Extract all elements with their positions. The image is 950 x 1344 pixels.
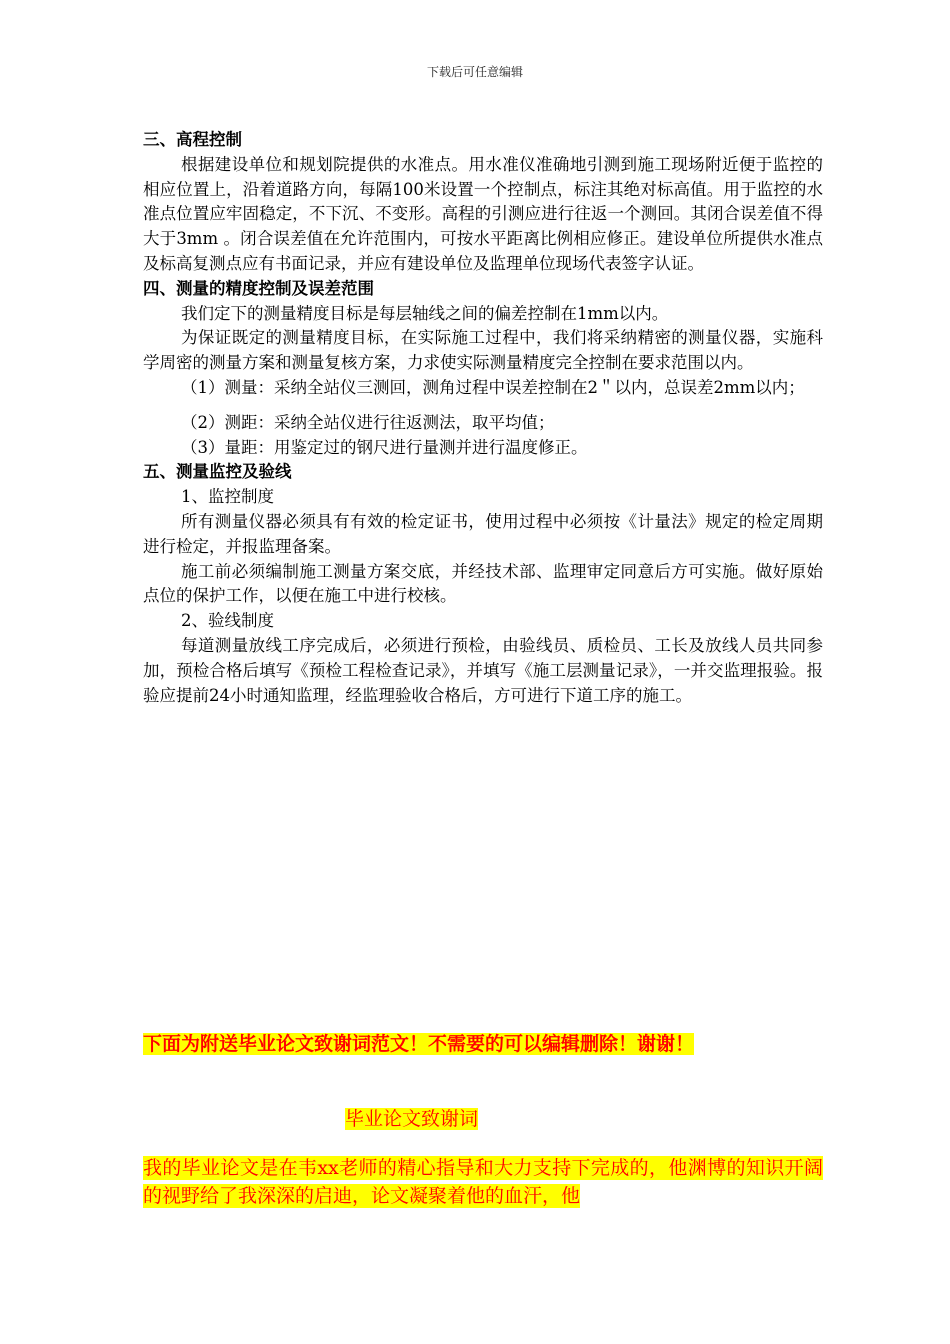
appendix-body (143, 1154, 823, 1210)
appendix-body-text: 我的毕业论文是在韦xx老师的精心指导和大力支持下完成的，他渊博的知识开阔的视野给了我深深的启迪，论文凝聚着他的血汗，他 (143, 1157, 823, 1207)
section-3-paragraph: 根据建设单位和规划院提供的水准点。用水准仪准确地引测到施工现场附近便于监控的相应位置上，沿着道路方向，每隔100米设置一个控制点，标注其绝对标高值。用于监控的水准点位置应牢固稳定，不下沉、不变形。高程的引测应进行往返一个测回。其闭合误差值不得大于3mm 。闭合误差值在允许范围内，可按水平距离比例相应修正。建设单位所提供水准点及标高复测点应有书面记录，并应有建设单位及监理单位现场代表签字认证。 (143, 154, 823, 273)
section-5-subtitle-2: 2、验线制度 (181, 611, 274, 631)
section-4-item-3: （3）量距：用鉴定过的钢尺进行量测并进行温度修正。 (181, 437, 588, 457)
appendix-notice-text: 下面为附送毕业论文致谢词范文！不需要的可以编辑删除！谢谢！ (143, 1033, 695, 1055)
appendix-notice (143, 1030, 823, 1058)
section-5-title: 五、测量监控及验线 (143, 462, 292, 482)
document-body (143, 128, 823, 708)
section-4-paragraph-1: 我们定下的测量精度目标是每层轴线之间的偏差控制在1mm以内。 (181, 303, 669, 323)
page-header-note: 下载后可任意编辑 (426, 65, 523, 79)
appendix-title-text: 毕业论文致谢词 (345, 1108, 479, 1130)
section-5-paragraph-1: 所有测量仪器必须具有有效的检定证书，使用过程中必须按《计量法》规定的检定周期进行检定，并报监理备案。 (143, 511, 823, 556)
section-5-paragraph-2: 施工前必须编制施工测量方案交底，并经技术部、监理审定同意后方可实施。做好原始点位的保护工作，以便在施工中进行校核。 (143, 561, 823, 606)
section-4-paragraph-2: 为保证既定的测量精度目标，在实际施工过程中，我们将采纳精密的测量仪器，实施科学周密的测量方案和测量复核方案，力求使实际测量精度完全控制在要求范围以内。 (143, 328, 823, 373)
section-5-subtitle-1: 1、监控制度 (181, 487, 274, 507)
section-4-title: 四、测量的精度控制及误差范围 (143, 278, 374, 298)
appendix-title (345, 1105, 645, 1133)
section-4-item-2: （2）测距：采纳全站仪进行往返测法，取平均值； (181, 412, 555, 432)
section-5-paragraph-3: 每道测量放线工序完成后，必须进行预检，由验线员、质检员、工长及放线人员共同参加，预检合格后填写《预检工程检查记录》，并填写《施工层测量记录》，一并交监理报验。报验应提前24小时通知监理，经监理验收合格后，方可进行下道工序的施工。 (143, 635, 823, 705)
section-4-item-1: （1）测量：采纳全站仪三测回，测角过程中误差控制在2＂以内，总误差2mm以内； (181, 377, 805, 397)
section-3-title: 三、高程控制 (143, 130, 242, 149)
